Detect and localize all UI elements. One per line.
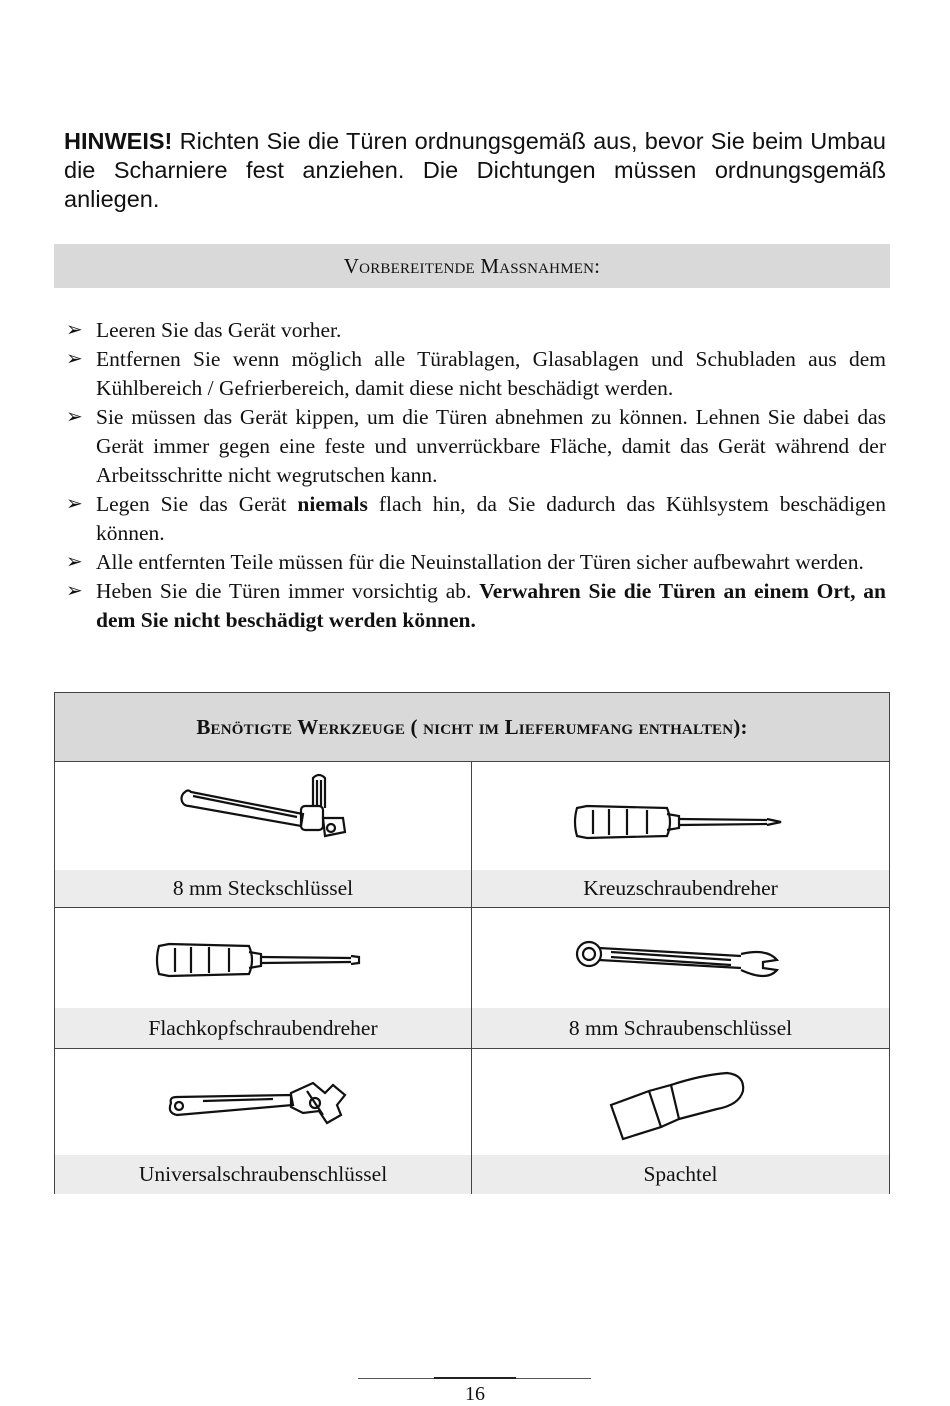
tool-cell [55, 762, 471, 907]
tools-title: Benötigte Werkzeuge ( nicht im Lieferumfang enthalten): [196, 714, 748, 739]
arrow-bullet-icon: ➢ [66, 406, 83, 428]
tool-cell [55, 1049, 471, 1194]
list-item: ➢ Alle entfernten Teile müssen für die Neuinstallation der Türen sicher aufbewahrt werden. [64, 548, 886, 577]
tool-label: Spachtel [472, 1155, 889, 1194]
arrow-bullet-icon: ➢ [66, 551, 83, 573]
tool-label: Universalschraubenschlüssel [55, 1155, 471, 1194]
list-item: ➢ Heben Sie die Türen immer vorsichtig ab. Verwahren Sie die Türen an einem Ort, an dem Sie nicht beschädigt werden können. [66, 579, 886, 632]
list-item: ➢ Sie müssen das Gerät kippen, um die Türen abnehmen zu können. Lehnen Sie dabei das Gerät immer gegen eine feste und unverrückbare Fläche, damit das Gerät während der Arbeitsschritte nicht wegrutschen kann. [66, 405, 886, 487]
combination-wrench-icon [571, 930, 791, 990]
tools-table [54, 692, 890, 1194]
list-item: ➢ Legen Sie das Gerät niemals flach hin, da Sie dadurch das Kühlsystem beschädigen können. [66, 492, 886, 545]
preparation-list [64, 316, 886, 635]
adjustable-wrench-icon [163, 1071, 363, 1141]
arrow-bullet-icon: ➢ [66, 493, 83, 515]
tool-cell [55, 908, 471, 1048]
list-item: ➢ Entfernen Sie wenn möglich alle Türablagen, Glasablagen und Schubladen aus dem Kühlbereich / Gefrierbereich, damit diese nicht beschädigt werden. [66, 347, 886, 400]
note-label: HINWEIS! [64, 128, 173, 154]
page-number: 16 [465, 1383, 485, 1405]
tool-label: 8 mm Steckschlüssel [55, 870, 471, 907]
putty-knife-icon [601, 1065, 761, 1145]
section-title: Vorbereitende Maßnahmen: [343, 253, 601, 278]
note-text: Richten Sie die Türen ordnungsgemäß aus, bevor Sie beim Umbau die Scharniere fest anziehen. Die Dichtungen müssen ordnungsgemäß anliegen. [64, 128, 886, 212]
emphasis: niemals [297, 492, 368, 516]
tool-label: Flachkopfschraubendreher [55, 1008, 471, 1048]
section-header-preparation [54, 244, 890, 288]
flathead-screwdriver-icon [153, 930, 373, 990]
arrow-bullet-icon: ➢ [66, 348, 83, 370]
arrow-bullet-icon: ➢ [66, 319, 83, 341]
list-item: ➢ Leeren Sie das Gerät vorher. [64, 316, 886, 345]
note-paragraph [64, 127, 886, 214]
emphasis: Verwahren Sie die Türen an einem Ort, an dem Sie nicht beschädigt werden können. [96, 579, 886, 632]
tool-cell [472, 1049, 889, 1194]
tool-label: 8 mm Schraubenschlüssel [472, 1008, 889, 1048]
socket-wrench-icon [163, 770, 363, 860]
phillips-screwdriver-icon [571, 792, 791, 852]
tool-label: Kreuzschraubendreher [472, 870, 889, 907]
tools-table-header [55, 693, 889, 762]
tool-cell [472, 908, 889, 1048]
footer-rule-accent [434, 1377, 516, 1379]
tool-cell [472, 762, 889, 907]
arrow-bullet-icon: ➢ [66, 580, 83, 602]
